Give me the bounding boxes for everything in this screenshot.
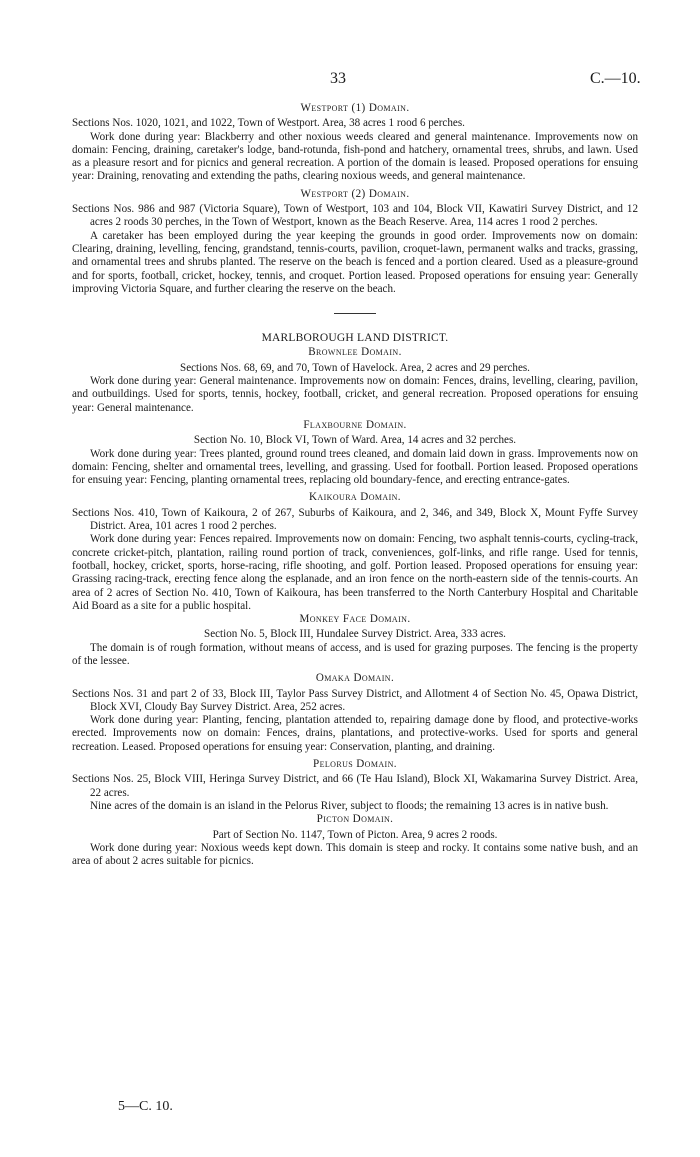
section-paragraph: The domain is of rough formation, without means of access, and is used for grazing purposes. The fencing is the property of the lessee.: [72, 641, 638, 667]
section-description: Sections Nos. 31 and part 2 of 33, Block III, Taylor Pass Survey District, and Allotment 4 of Section No. 45, Opawa District, Block XVI, Cloudy Bay Survey District. Area, 252 acres.: [72, 687, 638, 713]
section-title: Picton Domain.: [316, 813, 394, 826]
section-description: Part of Section No. 1147, Town of Picton. Area, 9 acres 2 roods.: [212, 828, 498, 841]
document-reference: C.—10.: [590, 70, 641, 87]
section-description: Sections Nos. 25, Block VIII, Heringa Survey District, and 66 (Te Hau Island), Block XI, Wakamarina Survey District. Area, 22 acres.: [72, 773, 638, 799]
page-number: 33: [330, 70, 346, 87]
section-description: Sections Nos. 410, Town of Kaikoura, 2 of 267, Suburbs of Kaikoura, and 2, 346, and 349, Block X, Mount Fyffe Survey District. Area, 101 acres 1 rood 2 perches.: [72, 506, 638, 533]
section-description: Sections Nos. 68, 69, and 70, Town of Havelock. Area, 2 acres and 29 perches.: [180, 361, 530, 374]
section-title: Kaikoura Domain.: [309, 491, 401, 504]
section-title: Westport (1) Domain.: [300, 102, 410, 114]
section-description: Sections Nos. 1020, 1021, and 1022, Town of Westport. Area, 38 acres 1 rood 6 perches.: [72, 117, 465, 130]
section-paragraph: Work done during year: Trees planted, ground round trees cleaned, and domain laid down in grass. Improvements now on domain: Fencing, shelter and ornamental trees, levelling, and grassing. Used for football. Portion leased. Proposed operations for ensuing year: Fencing, planting ornamental trees, replacing old boundary-fence, and erecting entrance-gates.: [72, 447, 638, 487]
section-westport-1: [72, 102, 638, 184]
section-brownlee: [72, 346, 638, 414]
section-title: Pelorus Domain.: [313, 758, 397, 771]
section-paragraph: A caretaker has been employed during the year keeping the grounds in good order. Improvements now on domain: Clearing, draining, levelling, fencing, grandstand, tennis-courts, pavilion, croquet-lawn, permanent walks and tracks, grassing, and ornamental trees and shrubs planted. The reserve on the beach is fenced and a portion cleared. Used as a pleasure-ground and for sports, football, cricket, hockey, tennis, and croquet. Portion leased. Proposed operations for ensuing year: Generally improving Victoria Square, and further clearing the reserve on the beach.: [72, 229, 638, 295]
section-title: Westport (2) Domain.: [300, 187, 410, 200]
section-paragraph: Work done during year: Noxious weeds kept down. This domain is steep and rocky. It contains some native bush, and an area of about 2 acres suitable for picnics.: [72, 841, 638, 868]
section-kaikoura: [72, 491, 638, 613]
page-body: [72, 102, 638, 868]
section-paragraph: Nine acres of the domain is an island in the Pelorus River, subject to floods; the remaining 13 acres is in native bush.: [90, 799, 609, 812]
section-flaxbourne: [72, 419, 638, 487]
section-description: Section No. 5, Block III, Hundalee Survey District. Area, 333 acres.: [204, 628, 506, 641]
section-omaka: [72, 672, 638, 754]
section-westport-2: [72, 188, 638, 296]
section-title: Monkey Face Domain.: [299, 613, 411, 626]
section-description: Section No. 10, Block VI, Town of Ward. Area, 14 acres and 32 perches.: [193, 434, 517, 447]
page-footer: 5—C. 10.: [118, 1099, 173, 1114]
section-picton: [72, 813, 638, 868]
section-title: Brownlee Domain.: [308, 346, 402, 359]
section-monkey-face: [72, 613, 638, 668]
district-heading: MARLBOROUGH LAND DISTRICT.: [261, 332, 449, 345]
section-title: Omaka Domain.: [315, 672, 395, 685]
section-paragraph: Work done during year: Planting, fencing, plantation attended to, repairing damage done by flood, and protective-works erected. Improvements now on domain: Fences, drains, plantations, and protective-works. Used for sports and general recreation. Leased. Proposed operations for ensuing year: Conservation, planting, and draining.: [72, 714, 638, 753]
section-title: Flaxbourne Domain.: [303, 418, 407, 431]
section-paragraph: Work done during year: General maintenance. Improvements now on domain: Fences, drains, levelling, clearing, pavilion, and outbuildings. Used for sports, tennis, hockey, football, cricket, and general recreation. Proposed operations for ensuing year: General maintenance.: [72, 375, 638, 414]
section-pelorus: [72, 758, 638, 813]
section-paragraph: Work done during year: Blackberry and other noxious weeds cleared and general maintenance. Improvements now on domain: Fencing, draining, caretaker's lodge, band-rotunda, fish-pond and hatchery, ornamental trees, shrubs, and lawn. Used as a pleasure resort and for picnics and general recreation. A portion of the domain is leased. Proposed operations for ensuing year: Draining, renovating and extending the paths, clearing noxious weeds, and general maintenance.: [72, 130, 638, 183]
section-paragraph: Work done during year: Fences repaired. Improvements now on domain: Fencing, two asphalt tennis-courts, cycling-track, concrete cricket-pitch, plantation, railing round portion of track, conveniences, golf-links, and rifle range. Used for tennis, football, hockey, cricket, sports, horse-racing, rifle shooting, and golf. Portion leased. Proposed operations for ensuing year: Grassing racing-track, erecting fence along the esplanade, and an iron fence on the north-eastern side of the tennis-courts. An area of 2 acres of Section No. 410, Town of Kaikoura, has been transferred to the North Canterbury Hospital and Charitable Aid Board as a site for a public hospital.: [72, 533, 638, 612]
divider-rule: [334, 313, 376, 314]
section-description: Sections Nos. 986 and 987 (Victoria Square), Town of Westport, 103 and 104, Block VII, Kawatiri Survey District, and 12 acres 2 roods 30 perches, in the Town of Westport, known as the Beach Reserve. Area, 114 acres 1 rood 2 perches.: [72, 203, 638, 229]
